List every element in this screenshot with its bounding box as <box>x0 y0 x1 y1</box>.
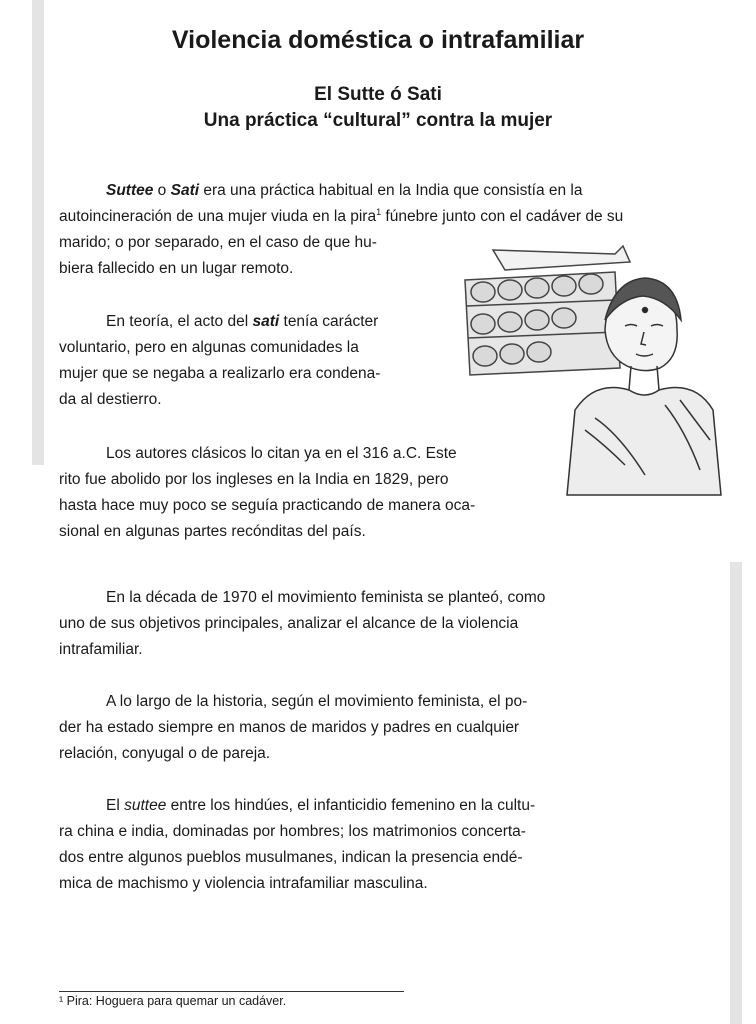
paragraph-line: voluntario, pero en algunas comunidades la <box>59 339 359 356</box>
paragraph-line: hasta hace muy poco se seguía practicando de manera oca- <box>59 497 476 514</box>
paragraph-line: A lo largo de la historia, según el movimiento feminista, el po- <box>106 693 528 710</box>
paragraph-2 <box>59 309 439 413</box>
page-title: Violencia doméstica o intrafamiliar <box>171 26 585 54</box>
text-span: o <box>153 182 171 199</box>
term-suttee: Suttee <box>106 182 154 199</box>
right-margin-bar <box>730 562 742 1024</box>
text-span: era una práctica habitual en la India que consistía en la <box>199 182 583 199</box>
paragraph-line: En la década de 1970 el movimiento feminista se planteó, como <box>106 589 546 606</box>
paragraph-line <box>59 178 713 204</box>
paragraph-5 <box>59 689 599 767</box>
footnote-rule <box>59 991 404 992</box>
paragraph-line: uno de sus objetivos principales, analizar el alcance de la violencia <box>59 615 519 632</box>
paragraph-line <box>59 793 599 819</box>
paragraph-line: mica de machismo y violencia intrafamiliar masculina. <box>59 875 428 892</box>
paragraph-line <box>59 309 439 335</box>
paragraph-line: Los autores clásicos lo citan ya en el 316 a.C. Este <box>106 445 457 462</box>
paragraph-line: rito fue abolido por los ingleses en la India en 1829, pero <box>59 471 449 488</box>
paragraph-line: sional en algunas partes recónditas del país. <box>59 523 366 540</box>
term-sati: sati <box>252 313 280 330</box>
subtitle-1: El Sutte ó Sati <box>314 84 442 105</box>
paragraph-line: mujer que se negaba a realizarlo era condena- <box>59 365 381 382</box>
text-span: entre los hindúes, el infanticidio femenino en la cultu- <box>166 797 536 814</box>
paragraph-line: marido; o por separado, en el caso de que hu- <box>59 234 377 251</box>
text-span: autoincineración de una mujer viuda en la pira <box>59 208 377 225</box>
text-span: fúnebre junto con el cadáver de su <box>381 208 624 225</box>
pyre-drawing <box>465 246 630 375</box>
term-sati: Sati <box>170 182 200 199</box>
paragraph-line: der ha estado siempre en manos de maridos y padres en cualquier <box>59 719 520 736</box>
subtitle-2: Una práctica “cultural” contra la mujer <box>203 110 553 131</box>
footnote: ¹ Pira: Hoguera para quemar un cadáver. <box>59 994 287 1008</box>
paragraph-line: dos entre algunos pueblos musulmanes, indican la presencia endé- <box>59 849 523 866</box>
paragraph-6 <box>59 793 599 897</box>
paragraph-line: da al destierro. <box>59 391 162 408</box>
paragraph-line: intrafamiliar. <box>59 641 143 658</box>
paragraph-line: relación, conyugal o de pareja. <box>59 745 271 762</box>
paragraph-4 <box>59 585 599 663</box>
term-suttee: suttee <box>124 797 167 814</box>
text-span: tenía carácter <box>279 313 379 330</box>
paragraph-line: biera fallecido en un lugar remoto. <box>59 260 294 277</box>
footnote-ref: 1 <box>376 206 382 217</box>
left-margin-bar <box>32 0 44 465</box>
text-span: En teoría, el acto del <box>106 313 253 330</box>
paragraph-line <box>59 204 713 230</box>
text-span: El <box>106 797 125 814</box>
woman-pyre-illustration <box>455 240 725 502</box>
paragraph-line: ra china e india, dominadas por hombres; los matrimonios concerta- <box>59 823 526 840</box>
